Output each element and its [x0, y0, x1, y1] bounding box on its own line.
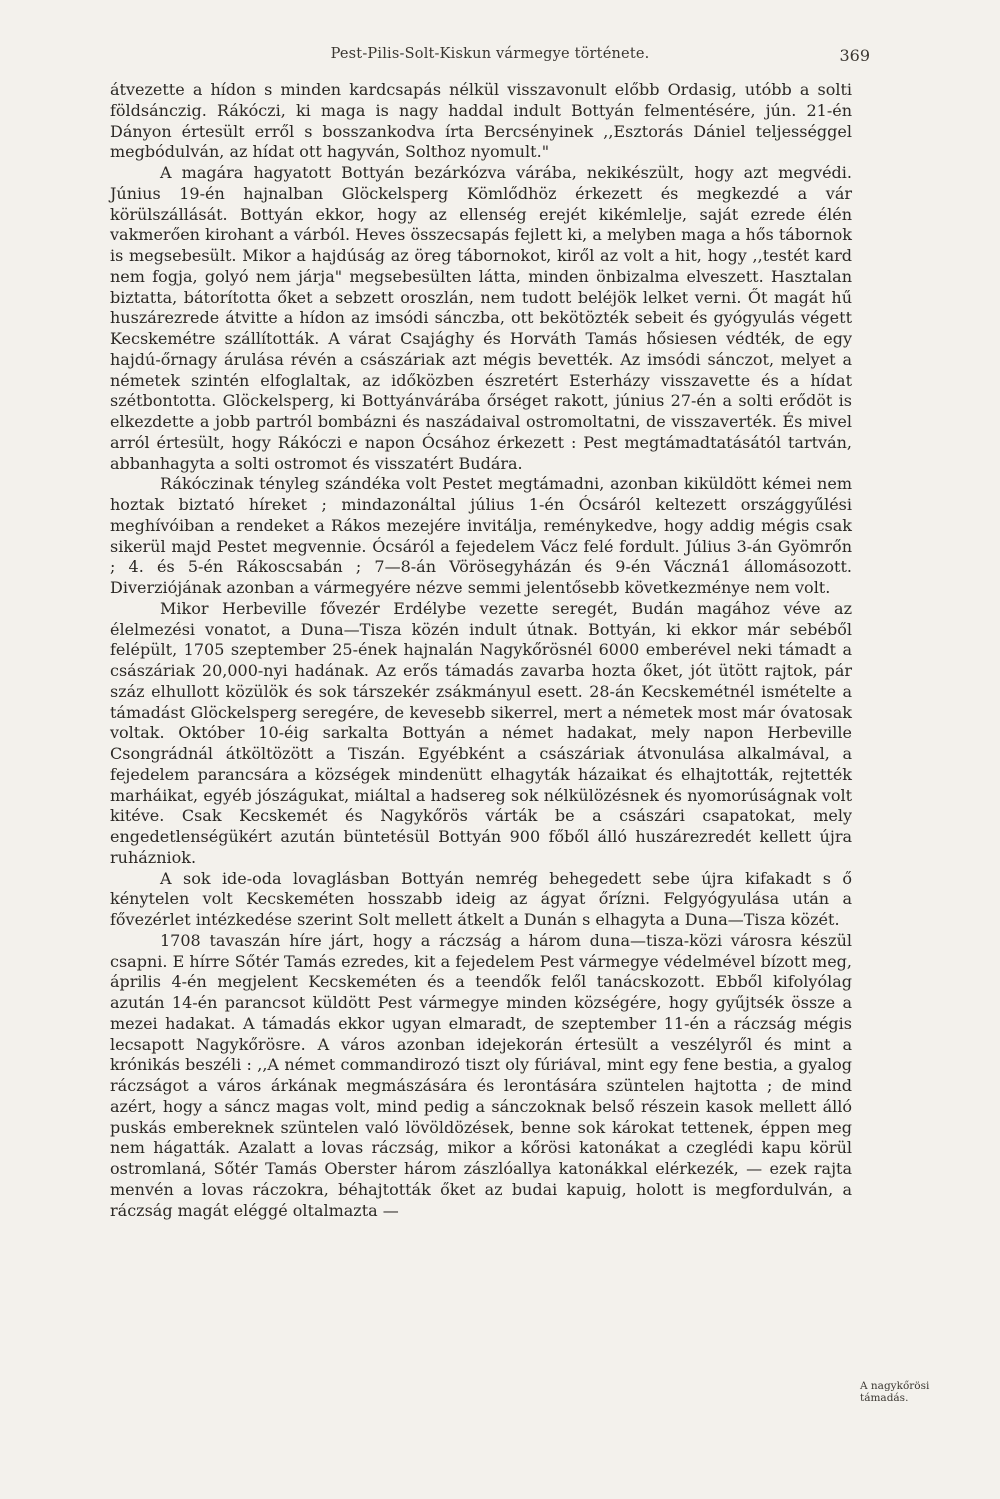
page-number: 369: [839, 46, 870, 65]
paragraph: A magára hagyatott Bottyán bezárkózva várába, nekikészült, hogy azt megvédi. Június 19-én hajnalban Glöckelsperg Kömlődhöz érkezett és megkezdé a vár körülszállását. Bottyán ekkor, hogy az ellenség erejét kikémlelje, saját ezrede élén vakmerően kirohant a várból. Heves összecsapás fejlett ki, a melyben maga a hős tábornok is megsebesült. Mikor a hajdúság az öreg tábornokot, kiről az volt a hit, hogy ,,testét kard nem fogja, golyó nem járja" megsebesülten látta, minden önbizalma elveszett. Hasztalan biztatta, bátorította őket a sebzett oroszlán, nem tudott beléjök lelket verni. Őt magát hű huszárezrede átvitte a hídon az imsódi sánczba, ott bekötözték sebeit és gyógyulás végett Kecskemétre szállították. A várat Csajághy és Horváth Tamás hősiesen védték, de egy hajdú-őrnagy árulása révén a császáriak azt mégis bevették. Az imsódi sánczot, melyet a németek szintén elfoglaltak, az időközben észretért Esterházy visszavette és a hídat szétbontotta. Glöckelsperg, ki Bottyánvárába őrséget rakott, június 27-én a solti erődöt is elkezdette a jobb partról bombázni és naszádaival ostromoltatni, de visszaverték. És mivel arról értesült, hogy Rákóczi e napon Ócsához érkezett : Pest megtámadtatásától tartván, abbanhagyta a solti ostromot és visszatért Budára.: [110, 163, 852, 473]
margin-note: A nagykőrösi támadás.: [860, 1380, 930, 1404]
body-text: [110, 80, 852, 1221]
running-header: [110, 46, 870, 72]
paragraph: átvezette a hídon s minden kardcsapás nélkül visszavonult előbb Ordasig, utóbb a solti földsánczig. Rákóczi, ki maga is nagy haddal indult Bottyán felmentésére, jún. 21-én Dányon értesült erről s bosszankodva írta Bercsényinek ,,Esztorás Dániel teljességgel megbódulván, az hídat ott hagyván, Solthoz nyomult.": [110, 80, 852, 162]
paragraph: A sok ide-oda lovaglásban Bottyán nemrég behegedett sebe újra kifakadt s ő kénytelen volt Kecskeméten hosszabb ideig az ágyat őrízni. Felgyógyulása után a fővezérlet intézkedése szerint Solt mellett átkelt a Dunán s elhagyta a Duna—Tisza közét.: [110, 868, 852, 929]
paragraph: Rákóczinak tényleg szándéka volt Pestet megtámadni, azonban kiküldött kémei nem hoztak biztató híreket ; mindazonáltal július 1-én Ócsáról keltezett országgyűlési meghívóiban a rendeket a Rákos mezejére invitálja, reménykedve, hogy addig mégis csak sikerül majd Pestet megvennie. Ócsáról a fejedelem Vácz felé fordult. Július 3-án Gyömrőn ; 4. és 5-én Rákoscsabán ; 7—8-án Vörösegyházán és 9-én Váczná1 állomásozott. Diverziójának azonban a vármegyére nézve semmi jelentősebb következménye nem volt.: [110, 474, 852, 597]
paragraph: Mikor Herbeville fővezér Erdélybe vezette seregét, Budán magához véve az élelmezési vonatot, a Duna—Tisza közén indult útnak. Bottyán, ki ekkor már sebéből felépült, 1705 szeptember 25-ének hajnalán Nagykőrösnél 6000 emberével neki támadt a császáriak 20,000-nyi hadának. Az erős támadás zavarba hozta őket, jót ütött rajtok, pár száz elhullott közülök és sok társzekér zsákmányul esett. 28-án Kecskemétnél ismételte a támadást Glöckelsperg seregére, de kevesebb sikerrel, mert a németek most már óvatosak voltak. Október 10-éig sarkalta Bottyán a német hadakat, mely napon Herbeville Csongrádnál átköltözött a Tiszán. Egyébként a császáriak átvonulása alkalmával, a fejedelem parancsára a községek mindenütt elhagyták házaikat és elhajtották, rejtették marháikat, egyéb jószágukat, miáltal a hadsereg sok nélkülözésnek és nyomorúságnak volt kitéve. Csak Kecskemét és Nagykőrös várták be a császári csapatokat, mely engedetlenségükért azután büntetésül Bottyán 900 főből álló huszárezredét kellett újra ruházniok.: [110, 598, 852, 867]
paragraph: 1708 tavaszán híre járt, hogy a ráczság a három duna—tisza-közi városra készül csapni. E hírre Sőtér Tamás ezredes, kit a fejedelem Pest vármegye védelmével bízott meg, április 4-én megjelent Kecskeméten és a teendők felől tanácskozott. Ebből kifolyólag azután 14-én parancsot küldött Pest vármegye minden községére, hogy gyűjtsék össze a mezei hadakat. A támadás ekkor ugyan elmaradt, de szeptember 11-én a ráczság mégis lecsapott Nagykőrösre. A város azonban idejekorán értesült a veszélyről és mint a krónikás beszéli : ,,A német commandirozó tiszt oly fúriával, mint egy fene bestia, a gyalog ráczságot a város árkának megmászására és lerontására szüntelen hajtotta ; de mind azért, hogy a sáncz magas volt, mind pedig a sánczoknak belső részein kasok mellett álló puskás embereknek szüntelen való lövöldözések, benne sok károkat tettenek, éppen meg nem hágatták. Azalatt a lovas ráczság, mikor a kőrösi katonákat a czeglédi kapu körül ostromlaná, Sőtér Tamás Oberster három zászlóallya katonákkal elérkezék, — ezek rajta menvén a lovas ráczokra, béhajtották őket az budai kapuig, holott is megfordulván, a ráczság magát eléggé oltalmazta —: [110, 930, 852, 1220]
header-title: Pest-Pilis-Solt-Kiskun vármegye története.: [330, 46, 650, 62]
